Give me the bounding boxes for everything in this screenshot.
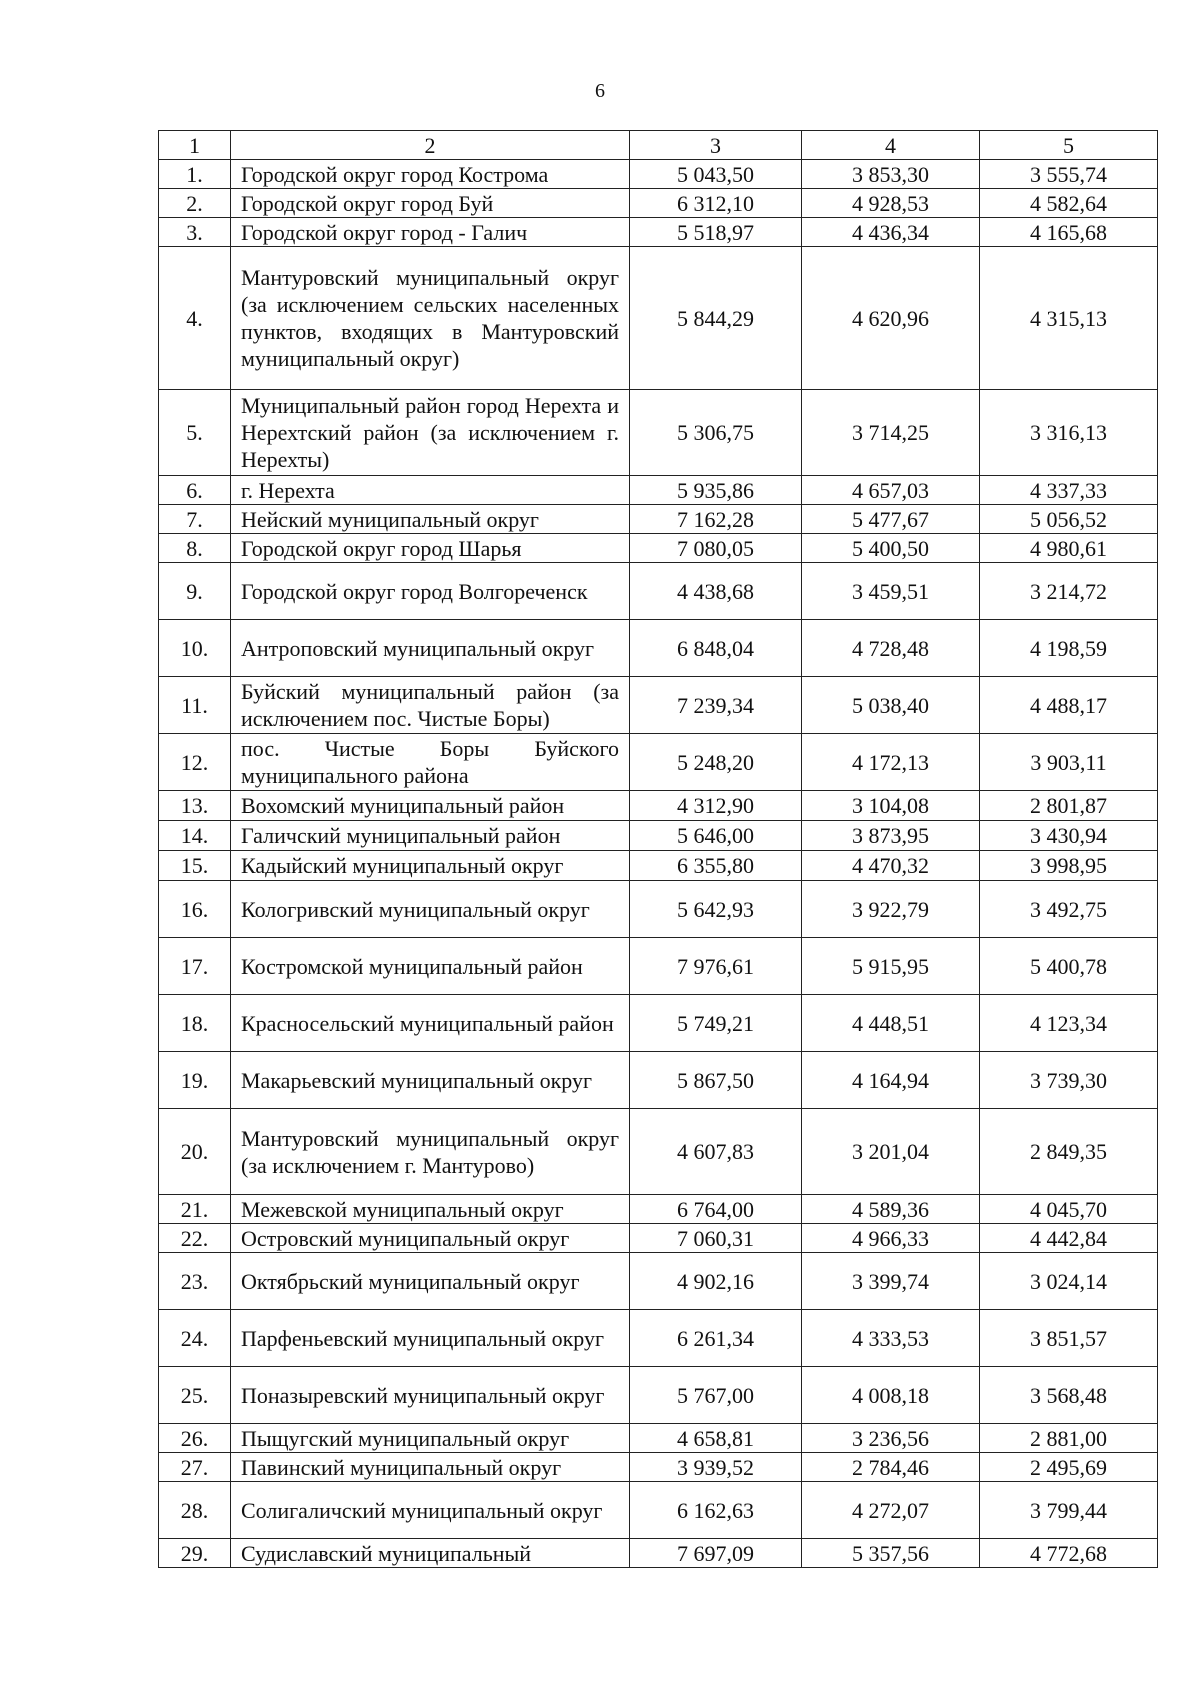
row-name: Антроповский муниципальный округ [231,620,630,677]
row-value-col4: 4 966,33 [802,1224,980,1253]
row-number: 10. [159,620,231,677]
row-value-col4: 3 873,95 [802,821,980,851]
row-name: Вохомский муниципальный район [231,791,630,821]
row-value-col4: 5 915,95 [802,938,980,995]
row-value-col3: 5 043,50 [630,160,802,189]
row-number: 1. [159,160,231,189]
row-number: 15. [159,851,231,881]
row-value-col5: 4 165,68 [980,218,1158,247]
row-name: Муниципальный район город Нерехта и Нерехтский район (за исключением г. Нерехты) [231,390,630,476]
row-value-col3: 5 306,75 [630,390,802,476]
row-value-col5: 3 851,57 [980,1310,1158,1367]
table-row [159,1195,1158,1224]
row-name: Межевской муниципальный округ [231,1195,630,1224]
row-number: 6. [159,476,231,505]
row-value-col4: 4 620,96 [802,247,980,390]
row-name: Мантуровский муниципальный округ (за исключением г. Мантурово) [231,1109,630,1195]
row-name: Городской округ город Шарья [231,534,630,563]
row-name: Городской округ город Кострома [231,160,630,189]
row-name: Красносельский муниципальный район [231,995,630,1052]
row-value-col5: 3 903,11 [980,734,1158,791]
header-cell: 5 [980,131,1158,160]
row-name: Галичский муниципальный район [231,821,630,851]
row-value-col4: 4 172,13 [802,734,980,791]
row-value-col5: 5 400,78 [980,938,1158,995]
row-number: 4. [159,247,231,390]
row-value-col5: 2 849,35 [980,1109,1158,1195]
row-value-col5: 4 315,13 [980,247,1158,390]
page-number: 6 [595,80,605,102]
table-row [159,534,1158,563]
row-number: 3. [159,218,231,247]
row-value-col3: 6 764,00 [630,1195,802,1224]
table-row [159,505,1158,534]
row-value-col3: 5 749,21 [630,995,802,1052]
table-row [159,563,1158,620]
table-row [159,881,1158,938]
row-value-col5: 4 198,59 [980,620,1158,677]
row-value-col4: 4 333,53 [802,1310,980,1367]
row-value-col3: 4 312,90 [630,791,802,821]
row-number: 18. [159,995,231,1052]
row-value-col4: 4 008,18 [802,1367,980,1424]
row-value-col3: 7 239,34 [630,677,802,734]
row-value-col3: 6 261,34 [630,1310,802,1367]
row-name: Парфеньевский муниципальный округ [231,1310,630,1367]
row-value-col4: 5 477,67 [802,505,980,534]
table-row [159,218,1158,247]
data-table [158,130,1158,1568]
row-number: 2. [159,189,231,218]
row-value-col5: 3 568,48 [980,1367,1158,1424]
row-number: 19. [159,1052,231,1109]
table-row [159,1453,1158,1482]
row-name: Поназыревский муниципальный округ [231,1367,630,1424]
row-value-col5: 3 316,13 [980,390,1158,476]
row-value-col3: 7 060,31 [630,1224,802,1253]
row-value-col5: 4 582,64 [980,189,1158,218]
row-value-col3: 7 976,61 [630,938,802,995]
row-number: 24. [159,1310,231,1367]
table-row [159,160,1158,189]
row-value-col3: 5 935,86 [630,476,802,505]
row-value-col4: 3 236,56 [802,1424,980,1453]
row-name: Нейский муниципальный округ [231,505,630,534]
row-value-col3: 6 312,10 [630,189,802,218]
row-value-col5: 3 998,95 [980,851,1158,881]
row-name: Павинский муниципальный округ [231,1453,630,1482]
row-value-col4: 4 164,94 [802,1052,980,1109]
row-number: 29. [159,1539,231,1568]
row-name: Судиславский муниципальный [231,1539,630,1568]
row-number: 25. [159,1367,231,1424]
table-row [159,821,1158,851]
row-value-col3: 4 658,81 [630,1424,802,1453]
row-name: Островский муниципальный округ [231,1224,630,1253]
row-name: Костромской муниципальный район [231,938,630,995]
header-cell: 3 [630,131,802,160]
row-value-col3: 7 697,09 [630,1539,802,1568]
row-name: Буйский муниципальный район (за исключением пос. Чистые Боры) [231,677,630,734]
row-value-col4: 5 400,50 [802,534,980,563]
table-header-row [159,131,1158,160]
table-row [159,390,1158,476]
table-row [159,938,1158,995]
row-value-col3: 5 518,97 [630,218,802,247]
row-name: Макарьевский муниципальный округ [231,1052,630,1109]
row-value-col3: 6 355,80 [630,851,802,881]
row-value-col4: 4 470,32 [802,851,980,881]
row-value-col3: 5 867,50 [630,1052,802,1109]
row-value-col3: 5 646,00 [630,821,802,851]
row-number: 11. [159,677,231,734]
row-name: Октябрьский муниципальный округ [231,1253,630,1310]
table-row [159,189,1158,218]
row-number: 22. [159,1224,231,1253]
row-value-col5: 4 488,17 [980,677,1158,734]
row-value-col5: 3 739,30 [980,1052,1158,1109]
row-number: 23. [159,1253,231,1310]
row-value-col5: 4 980,61 [980,534,1158,563]
table-row [159,1367,1158,1424]
row-value-col3: 7 162,28 [630,505,802,534]
row-number: 14. [159,821,231,851]
row-value-col3: 5 844,29 [630,247,802,390]
row-value-col3: 4 438,68 [630,563,802,620]
row-value-col5: 4 123,34 [980,995,1158,1052]
row-value-col5: 3 430,94 [980,821,1158,851]
row-value-col5: 3 492,75 [980,881,1158,938]
row-value-col3: 3 939,52 [630,1453,802,1482]
row-value-col5: 2 801,87 [980,791,1158,821]
table-row [159,791,1158,821]
row-name: г. Нерехта [231,476,630,505]
row-value-col4: 4 928,53 [802,189,980,218]
row-number: 17. [159,938,231,995]
row-value-col3: 7 080,05 [630,534,802,563]
row-value-col4: 4 728,48 [802,620,980,677]
header-cell: 4 [802,131,980,160]
table-row [159,995,1158,1052]
row-value-col4: 4 272,07 [802,1482,980,1539]
row-name: Солигаличский муниципальный округ [231,1482,630,1539]
row-value-col5: 4 337,33 [980,476,1158,505]
row-value-col3: 6 162,63 [630,1482,802,1539]
row-value-col3: 5 248,20 [630,734,802,791]
row-number: 5. [159,390,231,476]
row-name: Кологривский муниципальный округ [231,881,630,938]
row-value-col4: 3 922,79 [802,881,980,938]
row-number: 9. [159,563,231,620]
row-value-col5: 2 881,00 [980,1424,1158,1453]
row-value-col5: 3 024,14 [980,1253,1158,1310]
row-value-col4: 5 357,56 [802,1539,980,1568]
row-number: 20. [159,1109,231,1195]
row-value-col4: 3 459,51 [802,563,980,620]
row-value-col3: 5 642,93 [630,881,802,938]
row-name: Кадыйский муниципальный округ [231,851,630,881]
row-value-col5: 5 056,52 [980,505,1158,534]
row-number: 26. [159,1424,231,1453]
row-value-col5: 2 495,69 [980,1453,1158,1482]
row-name: Городской округ город - Галич [231,218,630,247]
row-value-col4: 4 436,34 [802,218,980,247]
row-value-col5: 3 214,72 [980,563,1158,620]
row-value-col3: 5 767,00 [630,1367,802,1424]
table-row [159,1253,1158,1310]
header-cell: 1 [159,131,231,160]
row-number: 7. [159,505,231,534]
table-row [159,1052,1158,1109]
table-row [159,1310,1158,1367]
row-number: 13. [159,791,231,821]
table-row [159,851,1158,881]
row-value-col5: 3 799,44 [980,1482,1158,1539]
row-value-col4: 3 104,08 [802,791,980,821]
row-name: Городской округ город Волгореченск [231,563,630,620]
table-row [159,247,1158,390]
row-number: 21. [159,1195,231,1224]
table-row [159,1109,1158,1195]
table-row [159,620,1158,677]
row-number: 28. [159,1482,231,1539]
table-row [159,1224,1158,1253]
table-row [159,734,1158,791]
row-value-col4: 2 784,46 [802,1453,980,1482]
table-row [159,677,1158,734]
row-value-col4: 5 038,40 [802,677,980,734]
row-value-col5: 4 045,70 [980,1195,1158,1224]
row-name: пос. Чистые Боры Буйского муниципального района [231,734,630,791]
row-value-col4: 3 714,25 [802,390,980,476]
row-value-col4: 4 657,03 [802,476,980,505]
row-name: Городской округ город Буй [231,189,630,218]
row-number: 27. [159,1453,231,1482]
row-value-col5: 3 555,74 [980,160,1158,189]
row-value-col3: 6 848,04 [630,620,802,677]
row-value-col3: 4 607,83 [630,1109,802,1195]
row-value-col4: 4 589,36 [802,1195,980,1224]
header-cell: 2 [231,131,630,160]
row-name: Мантуровский муниципальный округ (за исключением сельских населенных пунктов, входящих в Мантуровский муниципальный округ) [231,247,630,390]
table-row [159,1424,1158,1453]
row-number: 16. [159,881,231,938]
table-row [159,1482,1158,1539]
row-number: 8. [159,534,231,563]
row-value-col4: 3 399,74 [802,1253,980,1310]
row-value-col5: 4 442,84 [980,1224,1158,1253]
table-row [159,1539,1158,1568]
row-name: Пыщугский муниципальный округ [231,1424,630,1453]
row-value-col4: 3 201,04 [802,1109,980,1195]
table-row [159,476,1158,505]
row-value-col4: 3 853,30 [802,160,980,189]
row-number: 12. [159,734,231,791]
row-value-col3: 4 902,16 [630,1253,802,1310]
row-value-col4: 4 448,51 [802,995,980,1052]
row-value-col5: 4 772,68 [980,1539,1158,1568]
